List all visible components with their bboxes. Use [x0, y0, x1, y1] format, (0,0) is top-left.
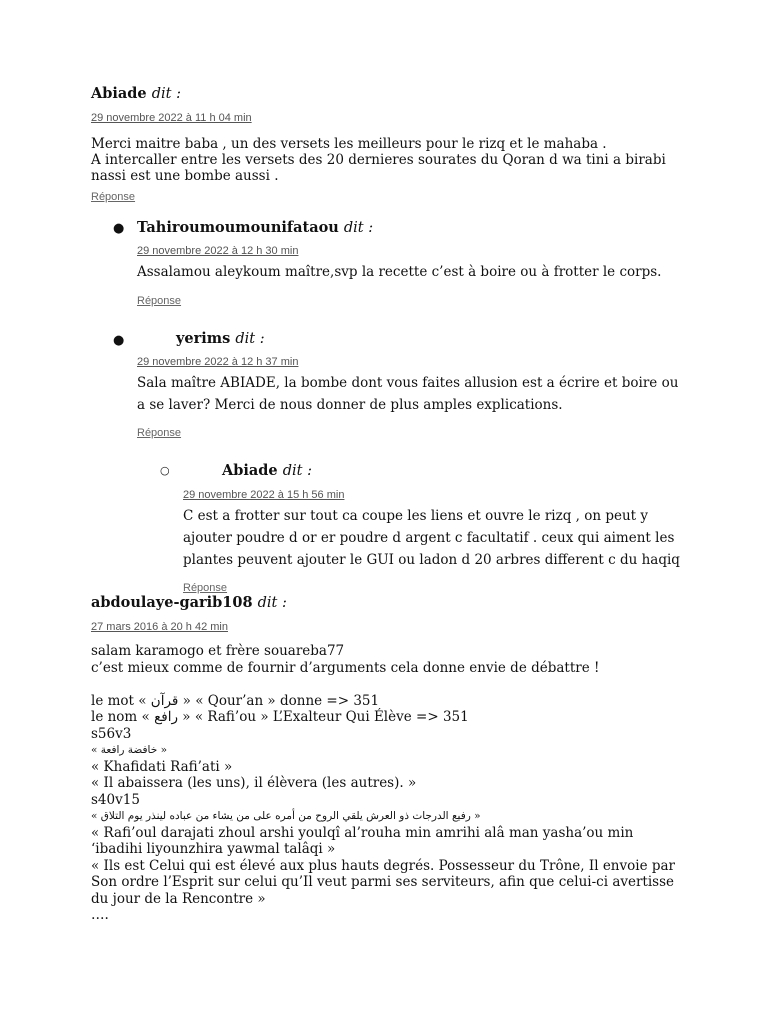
comment-line: nassi est une bombe aussi . — [91, 168, 279, 184]
comment-line: le mot « قرآن » « Qour’an » donne => 351 — [91, 692, 380, 709]
comment-line: ajouter poudre d or er poudre d argent c facultatif . ceux qui aiment les — [183, 530, 675, 546]
reply-link[interactable]: Réponse — [137, 295, 182, 307]
comment-author — [91, 594, 287, 611]
author-name: yerims — [176, 330, 231, 347]
list-bullet-icon: ● — [113, 333, 125, 348]
comment-line: « خافضة رافعة » — [91, 744, 168, 756]
says-label: dit : — [257, 595, 287, 611]
comment-line: s56v3 — [91, 725, 132, 742]
reply-link[interactable]: Réponse — [137, 427, 182, 439]
comment-line: Merci maitre baba , un des versets les meilleurs pour le rizq et le mahaba . — [91, 136, 607, 152]
comment-line: plantes peuvent ajouter le GUI ou ladon d 20 arbres different c du haqiq — [183, 552, 680, 568]
comment-line: c’est mieux comme de fournir d’arguments cela donne envie de débattre ! — [91, 659, 600, 676]
says-label: dit : — [151, 86, 181, 102]
comment-line: du jour de la Rencontre » — [91, 890, 266, 907]
comment-line: C est a frotter sur tout ca coupe les liens et ouvre le rizq , on peut y — [183, 508, 649, 524]
comment-text — [91, 643, 675, 924]
comment-line: « Ils est Celui qui est élevé aux plus hauts degrés. Possesseur du Trône, Il envoie par — [91, 857, 676, 874]
says-label: dit : — [235, 331, 265, 347]
comment-line: s40v15 — [91, 791, 140, 808]
comment-author — [137, 219, 373, 236]
comment-text — [91, 136, 666, 184]
comment-date-link[interactable]: 29 novembre 2022 à 12 h 37 min — [137, 356, 299, 368]
comment-date-link[interactable]: 29 novembre 2022 à 12 h 30 min — [137, 245, 299, 257]
comment-line: « رفيع الدرجات ذو العرش يلقي الروح من أمره على من يشاء من عباده لينذر يوم التلاق » — [91, 810, 481, 822]
comment-text — [137, 372, 678, 416]
comment-line: « Khafidati Rafi’ati » — [91, 758, 233, 775]
comment-line: …. — [91, 907, 109, 923]
comment-author — [91, 85, 181, 102]
comment-date-link[interactable]: 27 mars 2016 à 20 h 42 min — [91, 621, 228, 633]
comment-line: salam karamogo et frère souareba77 — [91, 643, 345, 659]
list-circle-icon: ○ — [160, 464, 170, 477]
comment-date-link[interactable]: 29 novembre 2022 à 11 h 04 min — [91, 112, 252, 124]
comment-text — [137, 261, 661, 283]
says-label: dit : — [282, 463, 312, 479]
comment-line: « Rafi’oul darajati zhoul arshi youlqî al’rouha min amrihi alâ man yasha’ou min — [91, 824, 634, 841]
comment-text — [183, 505, 680, 571]
comment-line: a se laver? Merci de nous donner de plus amples explications. — [137, 397, 563, 413]
says-label: dit : — [343, 220, 374, 236]
comment-author — [222, 462, 312, 479]
author-name: Tahiroumoumounifataou — [137, 219, 339, 236]
author-name: Abiade — [222, 462, 278, 479]
author-name: abdoulaye-garib108 — [91, 594, 253, 611]
comment-line: « Il abaissera (les uns), il élèvera (les autres). » — [91, 775, 417, 791]
author-name: Abiade — [91, 85, 147, 102]
comment-line: Sala maître ABIADE, la bombe dont vous faites allusion est a écrire et boire ou — [137, 375, 679, 391]
comment-line: le nom « رافع » « Rafi’ou » L’Exalteur Qui Élève => 351 — [91, 709, 469, 725]
comment-author — [176, 330, 265, 347]
comment-line: A intercaller entre les versets des 20 dernieres sourates du Qoran d wa tini a birabi — [91, 152, 666, 168]
comment-date-link[interactable]: 29 novembre 2022 à 15 h 56 min — [183, 489, 345, 501]
comment-line — [91, 676, 675, 693]
comment-line: ‘ibadihi liyounzhira yawmal talâqi » — [91, 841, 336, 857]
reply-link[interactable]: Réponse — [91, 191, 136, 203]
reply-link[interactable]: Réponse — [183, 582, 228, 594]
comment-line: Son ordre l’Esprit sur celui qu’Il veut parmi ses serviteurs, afin que celui-ci avertisse — [91, 874, 675, 890]
comment-line: Assalamou aleykoum maître,svp la recette c’est à boire ou à frotter le corps. — [137, 264, 662, 280]
list-bullet-icon: ● — [113, 221, 125, 236]
